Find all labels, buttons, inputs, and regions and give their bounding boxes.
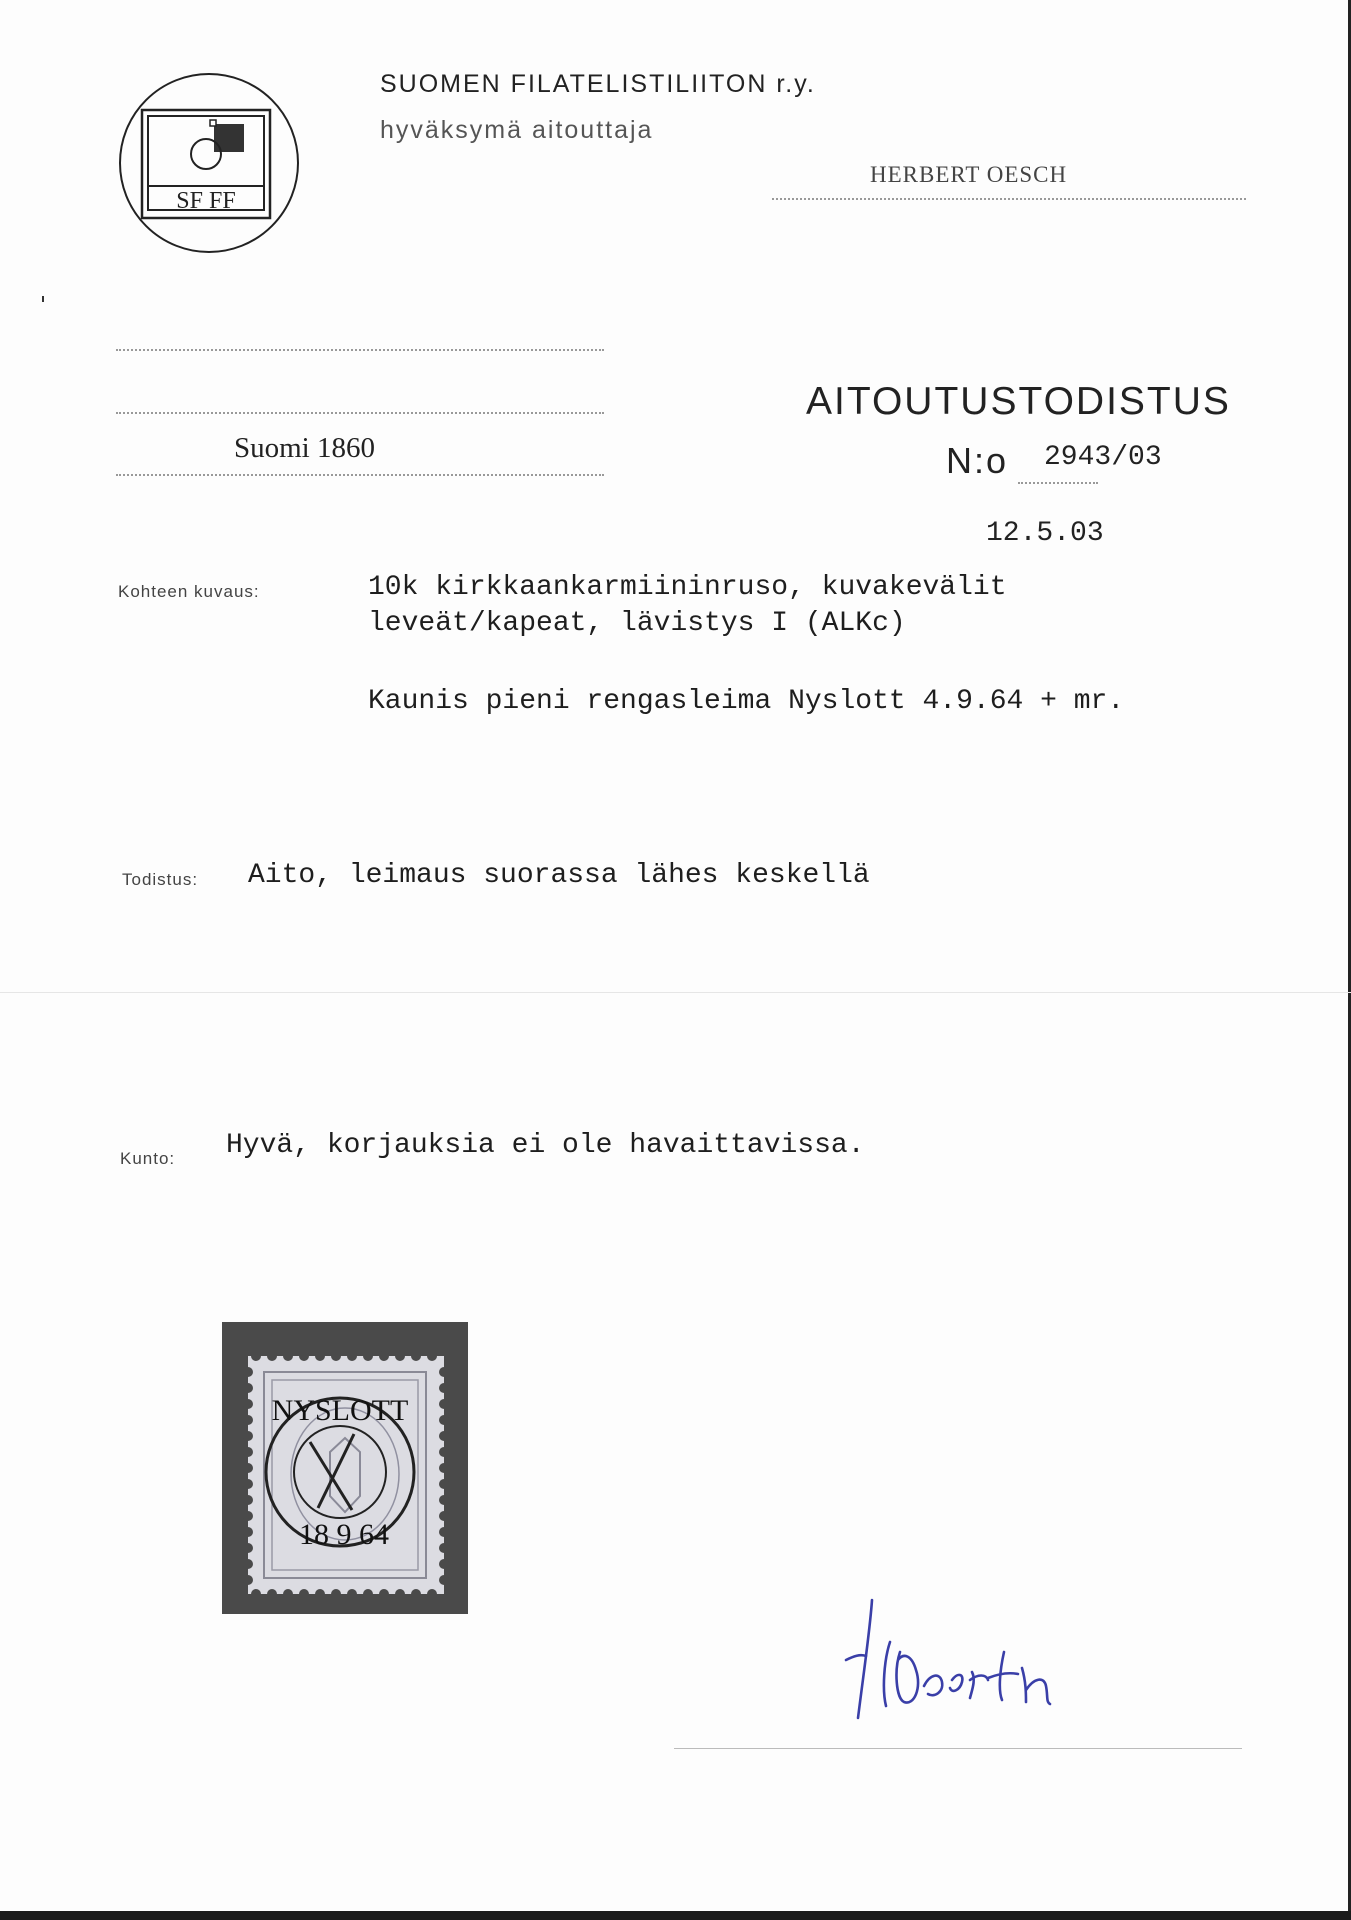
examiner-name: HERBERT OESCH xyxy=(870,162,1068,187)
signature-line xyxy=(674,1748,1242,1749)
verdict-text: Aito, leimaus suorassa lähes keskellä xyxy=(248,860,870,891)
cancel-text-top: NYSLOTT xyxy=(271,1394,409,1427)
cancel-text-bottom: 18 9 64 xyxy=(299,1518,389,1551)
condition-text: Hyvä, korjauksia ei ole havaittavissa. xyxy=(226,1130,865,1161)
description-line-1: 10k kirkkaankarmiininruso, kuvakevälit xyxy=(368,572,1007,603)
examiner-signature xyxy=(812,1590,1122,1740)
examiner-dotted-line xyxy=(772,198,1246,200)
association-seal-logo xyxy=(118,72,300,254)
scan-speck xyxy=(42,296,44,302)
certificate-number-label: N:o xyxy=(946,440,1009,481)
issue-dotted-line xyxy=(116,474,604,476)
description-line-2: leveät/kapeat, lävistys I (ALKc) xyxy=(368,608,906,639)
scan-edge-bottom xyxy=(0,1911,1351,1920)
stamp-photo xyxy=(222,1322,468,1614)
organization-role: hyväksymä aitouttaja xyxy=(380,116,654,144)
description-label: Kohteen kuvaus: xyxy=(118,582,260,601)
verdict-label: Todistus: xyxy=(122,870,199,889)
condition-label: Kunto: xyxy=(120,1149,176,1168)
blank-dotted-line-1 xyxy=(116,349,604,351)
certificate-date: 12.5.03 xyxy=(986,518,1104,549)
organization-name: SUOMEN FILATELISTILIITON r.y. xyxy=(380,70,816,98)
certificate-title: AITOUTUSTODISTUS xyxy=(806,380,1231,423)
fold-line xyxy=(0,992,1351,993)
certificate-number-dotted-line xyxy=(1018,482,1098,484)
blank-dotted-line-2 xyxy=(116,412,604,414)
certificate-number: 2943/03 xyxy=(1044,442,1162,473)
issue-name: Suomi 1860 xyxy=(234,432,375,464)
logo-text: SF FF xyxy=(176,188,236,214)
description-line-3: Kaunis pieni rengasleima Nyslott 4.9.64 + mr. xyxy=(368,686,1125,717)
